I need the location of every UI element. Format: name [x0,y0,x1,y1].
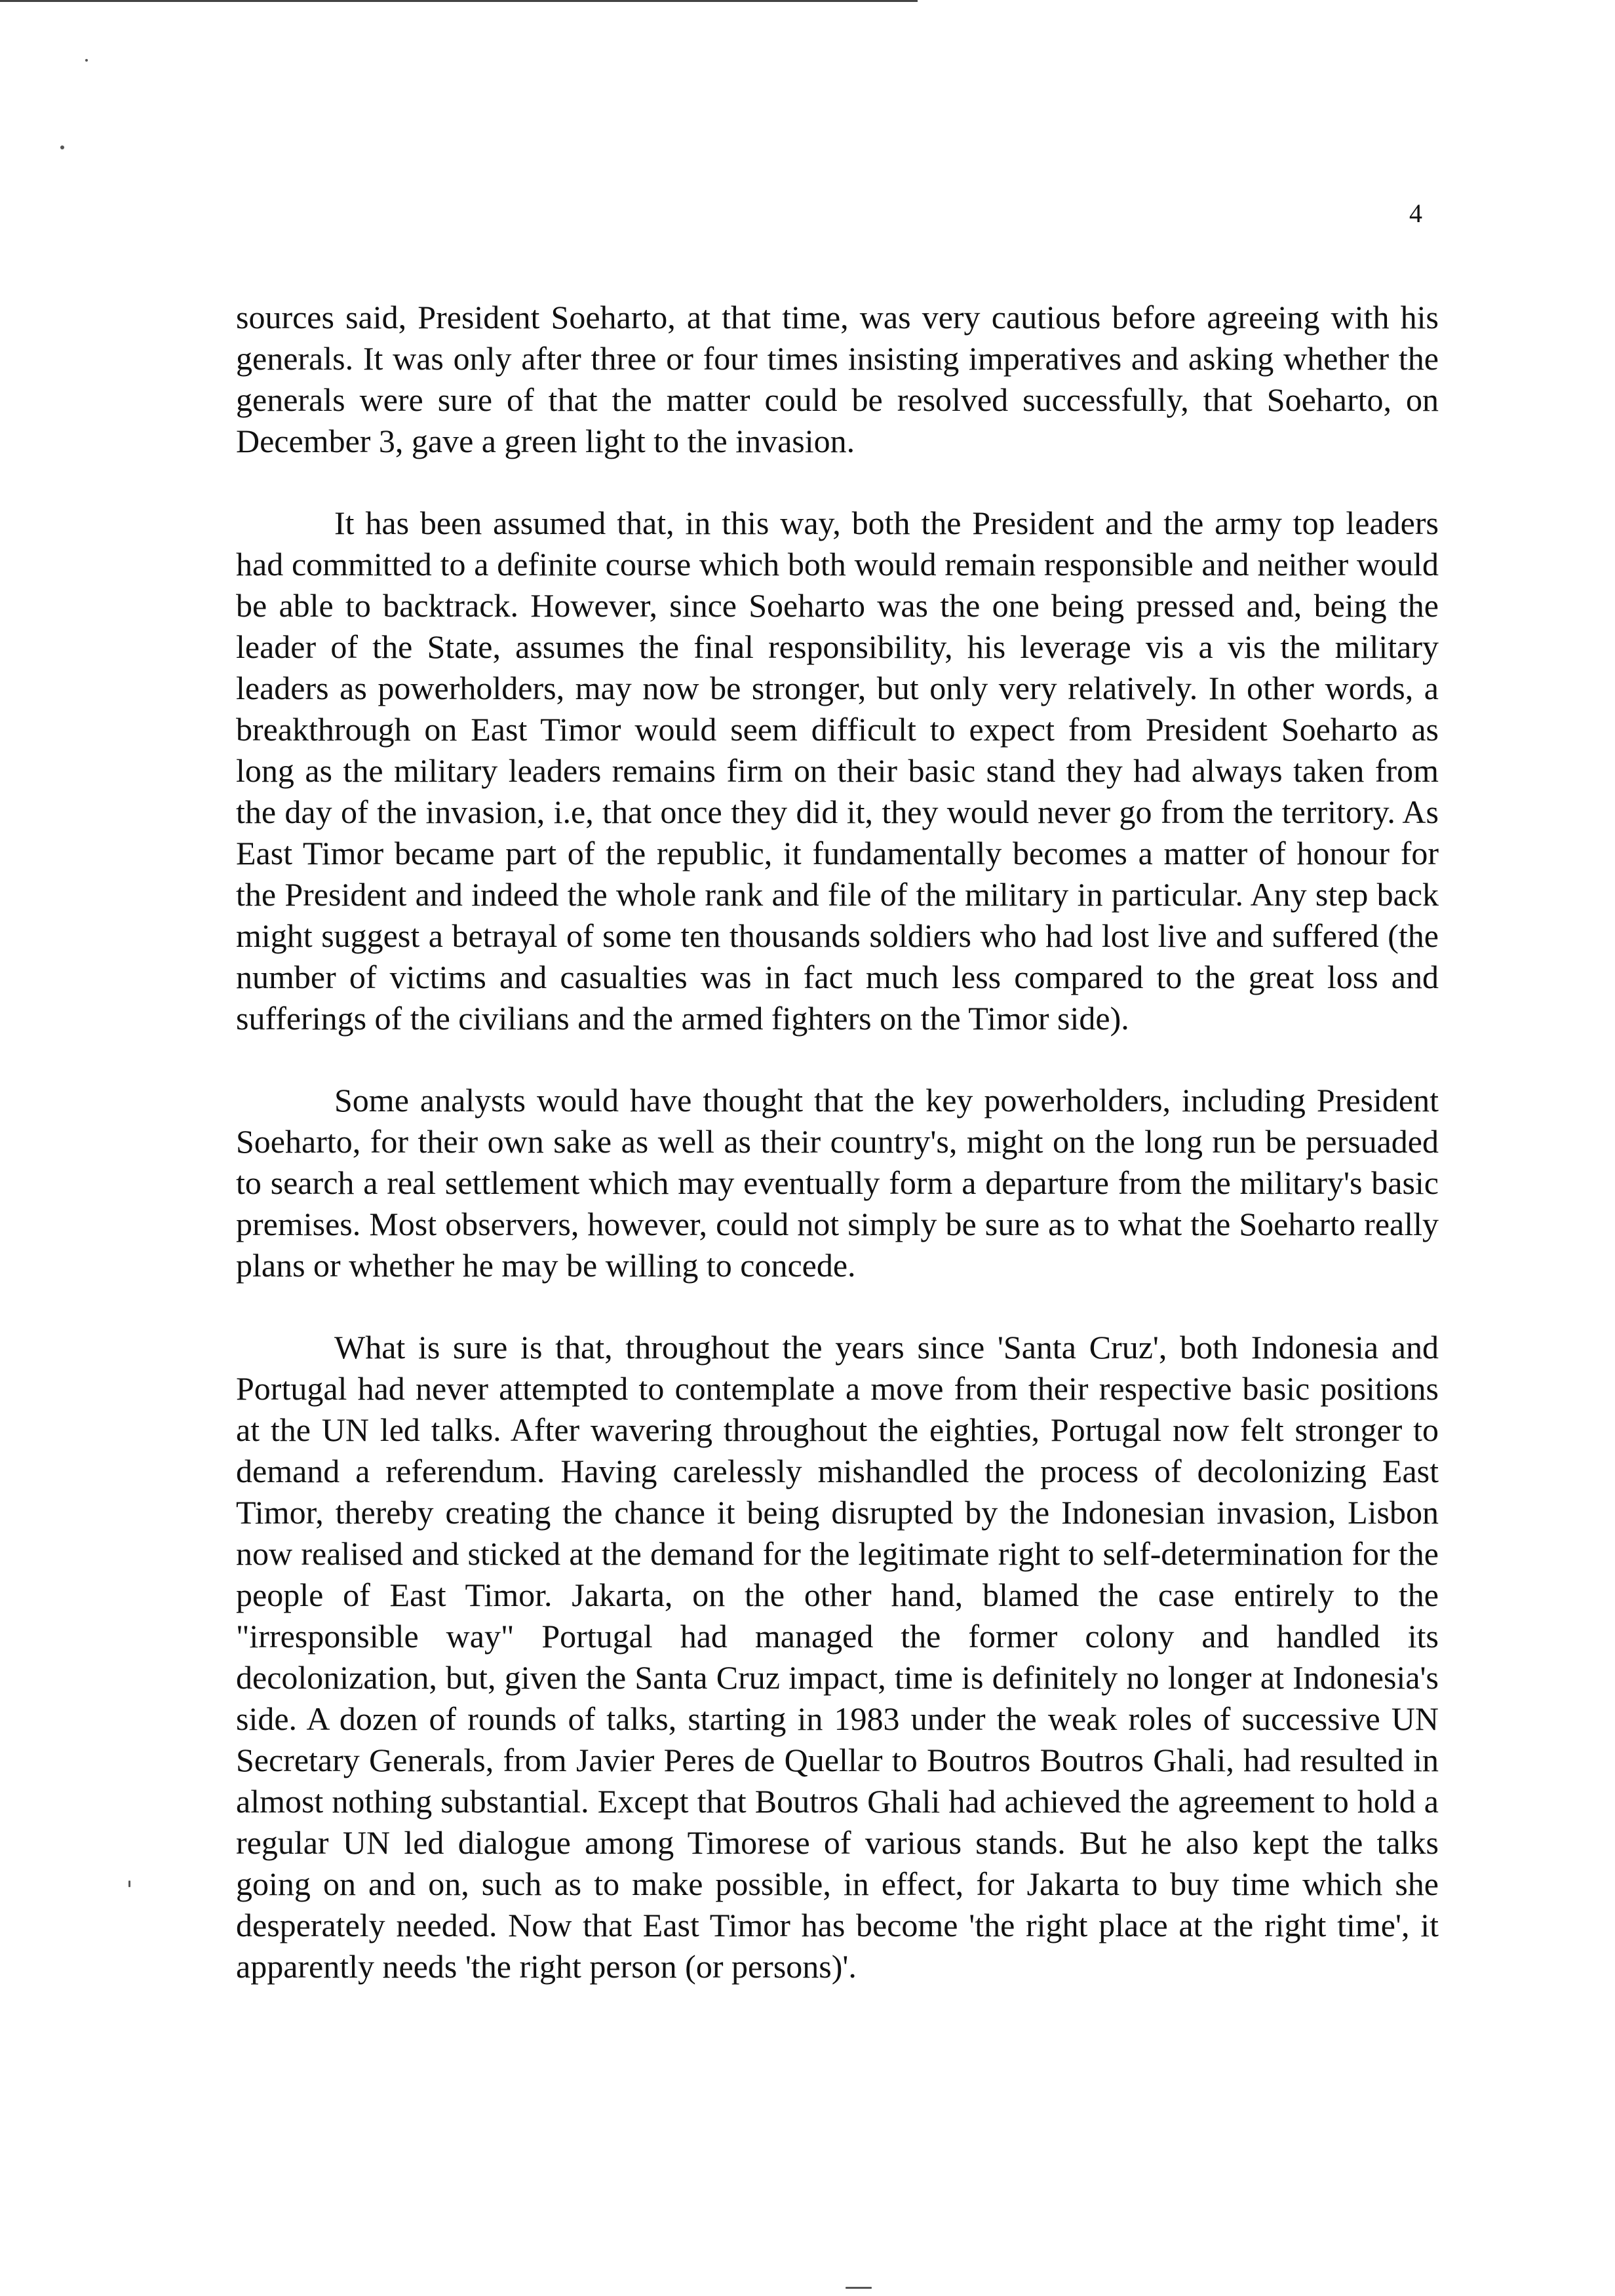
paragraph: It has been assumed that, in this way, both the President and the army top leaders had committed to a definite course which both would remain responsible and neither would be able to backtrack. However, since Soeharto was the one being pressed and, being the leader of the State, assumes the final responsibility, his leverage vis a vis the military leaders as powerholders, may now be stronger, but only very relatively. In other words, a breakthrough on East Timor would seem difficult to expect from President Soeharto as long as the military leaders remains firm on their basic stand they had always taken from the day of the invasion, i.e, that once they did it, they would never go from the territory. As East Timor became part of the republic, it fundamentally becomes a matter of honour for the President and indeed the whole rank and file of the military in particular. Any step back might suggest a betrayal of some ten thousands soldiers who had lost live and suffered (the number of victims and casualties was in fact much less compared to the great loss and sufferings of the civilians and the armed fighters on the Timor side). [236,505,1439,1037]
scan-edge-line [0,0,918,2]
paragraph: What is sure is that, throughout the years since 'Santa Cruz', both Indonesia and Portugal had never attempted to contemplate a move from their respective basic positions at the UN led talks. After wavering throughout the eighties, Portugal now felt stronger to demand a referendum. Having carelessly mishandled the process of decolonizing East Timor, thereby creating the chance it being disrupted by the Indonesian invasion, Lisbon now realised and sticked at the demand for the legitimate right to self-determination for the people of East Timor. Jakarta, on the other hand, blamed the case entirely to the "irresponsible way" Portugal had managed the former colony and handled its decolonization, but, given the Santa Cruz impact, time is definitely no longer at Indonesia's side. A dozen of rounds of talks, starting in 1983 under the weak roles of successive UN Secretary Generals, from Javier Peres de Quellar to Boutros Boutros Ghali, had resulted in almost nothing substantial. Except that Boutros Ghali had achieved the agreement to hold a regular UN led dialogue among Timorese of various stands. But he also kept the talks going on and on, such as to make possible, in effect, for Jakarta to buy time which she desperately needed. Now that East Timor has become 'the right place at the right time', it apparently needs 'the right person (or persons)'. [236,1329,1439,1985]
document-body [236,297,1439,1987]
scan-speck [846,2287,872,2289]
page-number: 4 [1409,199,1422,228]
scan-speck [60,145,64,149]
paragraph: Some analysts would have thought that the key powerholders, including President Soeharto, for their own sake as well as their country's, might on the long run be persuaded to search a real settlement which may eventually form a departure from the military's basic premises. Most observers, however, could not simply be sure as to what the Soeharto really plans or whether he may be willing to concede. [236,1082,1439,1284]
scan-speck [128,1881,130,1887]
scan-speck [85,59,88,62]
paragraph-continuation: sources said, President Soeharto, at that time, was very cautious before agreeing with his generals. It was only after three or four times insisting imperatives and asking whether the generals were sure of that the matter could be resolved successfully, that Soeharto, on December 3, gave a green light to the invasion. [236,299,1439,459]
